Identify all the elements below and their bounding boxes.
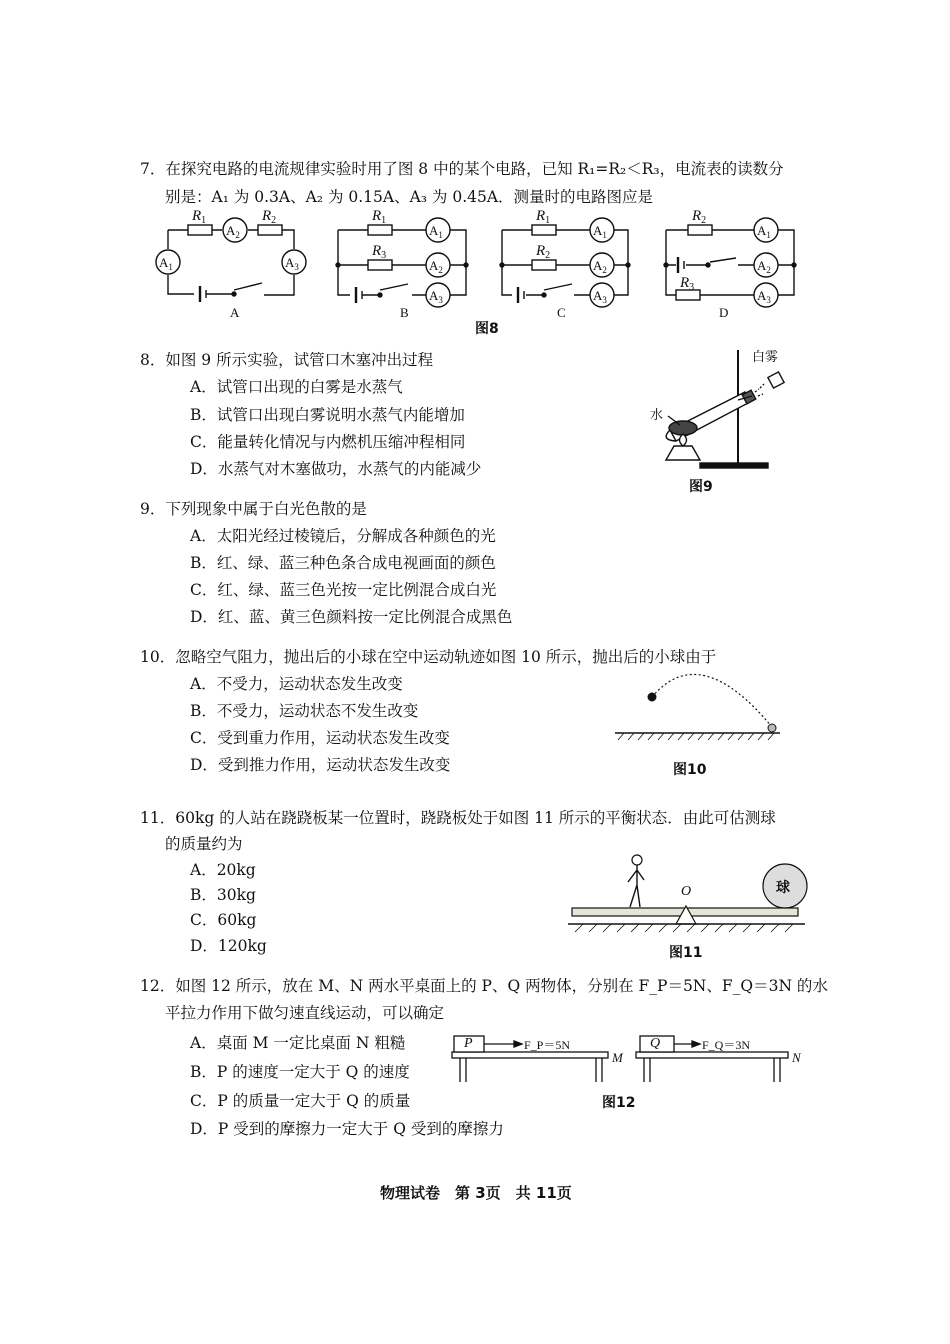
q8-option-d: D．水蒸气对木塞做功，水蒸气的内能减少 bbox=[190, 460, 482, 478]
figure-12-caption: 图12 bbox=[602, 1095, 636, 1111]
svg-text:A1: $A_1$ bbox=[429, 223, 443, 240]
circuit-d-label: D bbox=[719, 305, 729, 320]
svg-text:A3: $A_3$ bbox=[757, 288, 771, 305]
q8-option-a: A．试管口出现的白雾是水蒸气 bbox=[190, 378, 403, 396]
ball-start bbox=[648, 693, 656, 701]
q10-option-a: A．不受力，运动状态发生改变 bbox=[190, 675, 403, 693]
q11-stem-line2: 的质量约为 bbox=[165, 835, 243, 853]
q10-option-b: B．不受力，运动状态不发生改变 bbox=[190, 702, 419, 720]
block-p-label: P bbox=[464, 1036, 473, 1051]
q12-stem-line1: 12．如图 12 所示，放在 M、N 两水平桌面上的 P、Q 两物体，分别在 F_P＝5N、F_Q＝3N 的水 bbox=[140, 977, 828, 995]
page-footer: 物理试卷 第 3页 共 11页 bbox=[380, 1184, 572, 1202]
q11-option-b: B．30kg bbox=[190, 886, 256, 904]
q7-stem-line1: 7．在探究电路的电流规律实验时用了图 8 中的某个电路，已知 R₁=R₂＜R₃，电流表的读数分 bbox=[140, 160, 784, 178]
block-q-label: Q bbox=[650, 1036, 661, 1051]
figure-9-apparatus bbox=[666, 350, 784, 468]
svg-text:A1: $A_1$ bbox=[757, 223, 771, 240]
q12-option-a: A．桌面 M 一定比桌面 N 粗糙 bbox=[190, 1034, 406, 1052]
figure-10-trajectory bbox=[615, 674, 780, 740]
q10-option-c: C．受到重力作用，运动状态发生改变 bbox=[190, 729, 450, 747]
ball-label: 球 bbox=[776, 880, 790, 896]
q12-option-c: C．P 的质量一定大于 Q 的质量 bbox=[190, 1092, 411, 1110]
force-p-label: F_P＝5N bbox=[524, 1038, 571, 1052]
svg-text:A2: $A_2$ bbox=[429, 258, 443, 275]
svg-text:R1: $R_1$ bbox=[372, 208, 387, 226]
q12-stem-line2: 平拉力作用下做匀速直线运动，可以确定 bbox=[165, 1004, 445, 1022]
svg-text:R2: $R_2$ bbox=[262, 208, 277, 226]
circuit-b bbox=[336, 218, 468, 307]
svg-text:A2: $A_2$ bbox=[226, 223, 240, 240]
q11-option-a: A．20kg bbox=[190, 861, 256, 879]
q9-option-a: A．太阳光经过棱镜后，分解成各种颜色的光 bbox=[190, 527, 496, 545]
q9-option-c: C．红、绿、蓝三色光按一定比例混合成白光 bbox=[190, 581, 497, 599]
q10-stem: 10．忽略空气阻力，抛出后的小球在空中运动轨迹如图 10 所示，抛出后的小球由于 bbox=[140, 648, 717, 666]
figure-9-caption: 图9 bbox=[689, 479, 713, 495]
svg-text:R1: $R_1$ bbox=[192, 208, 207, 226]
q12-option-d: D．P 受到的摩擦力一定大于 Q 受到的摩擦力 bbox=[190, 1120, 504, 1138]
circuit-c bbox=[500, 218, 630, 307]
q9-option-b: B．红、绿、蓝三种色条合成电视画面的颜色 bbox=[190, 554, 496, 572]
q12-option-b: B．P 的速度一定大于 Q 的速度 bbox=[190, 1063, 410, 1081]
q8-stem: 8．如图 9 所示实验，试管口木塞冲出过程 bbox=[140, 351, 434, 369]
circuit-d bbox=[664, 218, 796, 307]
svg-text:R1: $R_1$ bbox=[536, 208, 551, 226]
svg-text:A2: $A_2$ bbox=[757, 258, 771, 275]
svg-text:R3: $R_3$ bbox=[680, 275, 695, 293]
force-q-label: F_Q＝3N bbox=[702, 1038, 751, 1052]
circuit-c-label: C bbox=[557, 305, 566, 320]
q8-option-b: B．试管口出现白雾说明水蒸气内能增加 bbox=[190, 406, 465, 424]
person bbox=[628, 865, 644, 907]
q11-stem-line1: 11．60kg 的人站在跷跷板某一位置时，跷跷板处于如图 11 所示的平衡状态．由此可估测球 bbox=[140, 809, 776, 827]
svg-text:R3: $R_3$ bbox=[372, 243, 387, 261]
figure-11-caption: 图11 bbox=[669, 945, 703, 961]
table-m-label: M bbox=[612, 1050, 623, 1065]
figure-10-caption: 图10 bbox=[673, 762, 707, 778]
circuit-b-label: B bbox=[400, 305, 409, 320]
table-n-label: N bbox=[792, 1050, 801, 1065]
q7-stem-line2: 别是：A₁ 为 0.3A、A₂ 为 0.15A、A₃ 为 0.45A．测量时的电路图应是 bbox=[165, 188, 654, 206]
pivot-label: O bbox=[681, 884, 692, 899]
svg-text:A1: $A_1$ bbox=[159, 255, 173, 272]
svg-text:R2: $R_2$ bbox=[692, 208, 707, 226]
figure-8-caption: 图8 bbox=[475, 321, 499, 337]
q9-option-d: D．红、蓝、黄三色颜料按一定比例混合成黑色 bbox=[190, 608, 513, 626]
svg-text:A2: $A_2$ bbox=[593, 258, 607, 275]
svg-text:A3: $A_3$ bbox=[593, 288, 607, 305]
q11-option-d: D．120kg bbox=[190, 937, 267, 955]
svg-text:A3: $A_3$ bbox=[285, 255, 299, 272]
label-water: 水 bbox=[650, 407, 664, 422]
svg-text:A1: $A_1$ bbox=[593, 223, 607, 240]
label-mist: 白雾 bbox=[752, 349, 779, 364]
q10-option-d: D．受到推力作用，运动状态发生改变 bbox=[190, 756, 451, 774]
svg-text:A3: $A_3$ bbox=[429, 288, 443, 305]
q8-option-c: C．能量转化情况与内燃机压缩冲程相同 bbox=[190, 433, 466, 451]
svg-text:R2: $R_2$ bbox=[536, 243, 551, 261]
q9-stem: 9．下列现象中属于白光色散的是 bbox=[140, 500, 367, 518]
circuit-a-label: A bbox=[230, 305, 240, 320]
q11-option-c: C．60kg bbox=[190, 911, 257, 929]
